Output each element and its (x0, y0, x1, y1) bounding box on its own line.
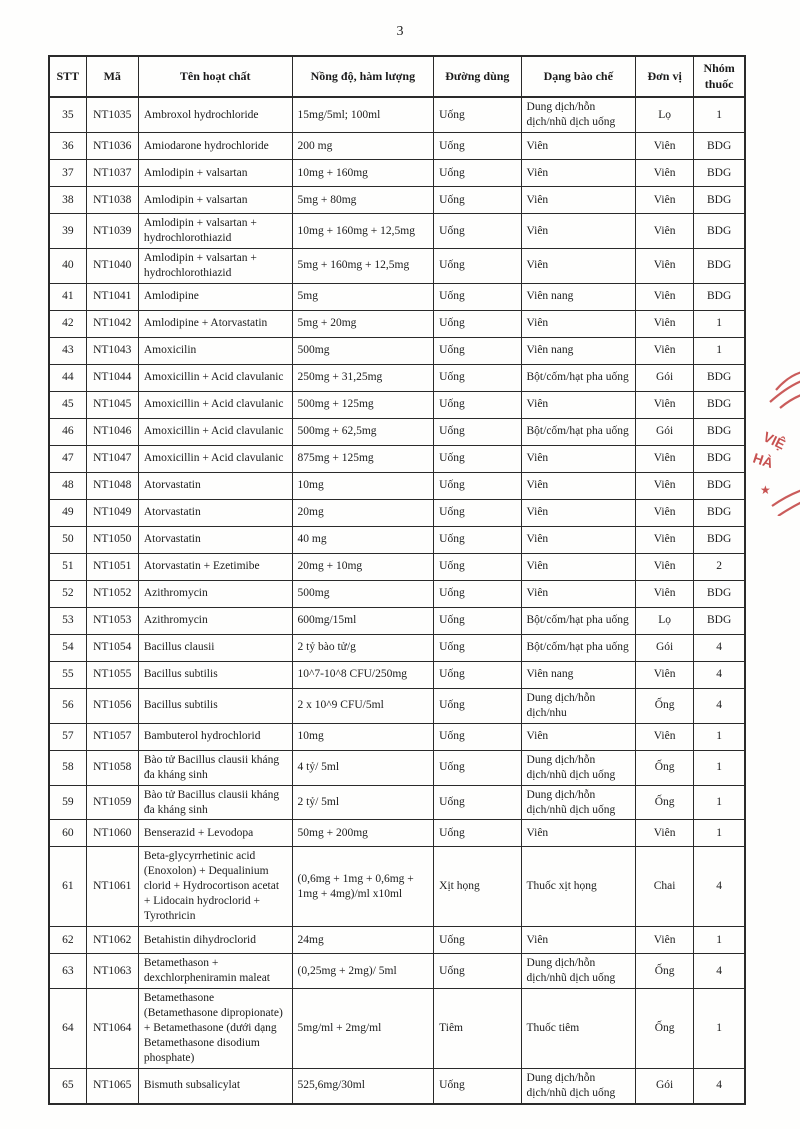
table-cell: Beta-glycyrrhetinic acid (Enoxolon) + Dequalinium clorid + Hydrocortison acetat + Lidocain hydroclorid + Tyrothricin (138, 847, 292, 927)
column-header-duong-dung: Đường dùng (434, 56, 521, 97)
column-header-nhom-thuoc: Nhóm thuốc (694, 56, 745, 97)
table-cell: 875mg + 125mg (292, 445, 434, 472)
table-cell: NT1048 (86, 472, 138, 499)
table-row (49, 364, 745, 391)
table-cell: Xịt họng (434, 847, 521, 927)
table-row (49, 310, 745, 337)
table-cell: Uống (434, 661, 521, 688)
stamp-arc-lines-bottom (772, 490, 800, 516)
table-cell: Uống (434, 526, 521, 553)
table-cell: Viên (521, 160, 635, 187)
table-cell: Viên (521, 553, 635, 580)
table-cell: Viên (636, 472, 694, 499)
table-cell: Gói (636, 418, 694, 445)
table-row (49, 607, 745, 634)
table-cell: Ống (636, 954, 694, 989)
table-cell: 4 (694, 954, 745, 989)
table-cell: 1 (694, 927, 745, 954)
table-cell: 24mg (292, 927, 434, 954)
table-cell: 39 (49, 214, 86, 249)
table-cell: Viên (636, 160, 694, 187)
table-cell: Bột/cốm/hạt pha uống (521, 364, 635, 391)
table-cell: NT1062 (86, 927, 138, 954)
table-cell: 1 (694, 310, 745, 337)
table-cell: Viên nang (521, 283, 635, 310)
table-cell: 36 (49, 133, 86, 160)
table-row (49, 1068, 745, 1103)
table-row (49, 248, 745, 283)
table-cell: Uống (434, 723, 521, 750)
table-cell: 2 tỷ/ 5ml (292, 785, 434, 820)
table-cell: 55 (49, 661, 86, 688)
table-cell: Bào tử Bacillus clausii kháng đa kháng sinh (138, 750, 292, 785)
table-cell: Uống (434, 283, 521, 310)
table-cell: Bột/cốm/hạt pha uống (521, 634, 635, 661)
table-cell: Ống (636, 785, 694, 820)
table-cell: Viên (521, 580, 635, 607)
table-cell: Viên (636, 391, 694, 418)
column-header-don-vi: Đơn vị (636, 56, 694, 97)
table-cell: Bào tử Bacillus clausii kháng đa kháng sinh (138, 785, 292, 820)
column-header-nong-do: Nồng độ, hàm lượng (292, 56, 434, 97)
table-cell: NT1045 (86, 391, 138, 418)
table-cell: BDG (694, 283, 745, 310)
table-cell: Azithromycin (138, 607, 292, 634)
table-cell: NT1060 (86, 820, 138, 847)
table-cell: Tiêm (434, 989, 521, 1069)
table-cell: NT1040 (86, 248, 138, 283)
table-cell: Bột/cốm/hạt pha uống (521, 418, 635, 445)
table-cell: NT1036 (86, 133, 138, 160)
official-stamp-partial (750, 366, 800, 516)
table-cell: Azithromycin (138, 580, 292, 607)
table-cell: 4 (694, 847, 745, 927)
table-row (49, 723, 745, 750)
table-cell: Uống (434, 499, 521, 526)
table-cell: NT1059 (86, 785, 138, 820)
table-cell: NT1046 (86, 418, 138, 445)
table-cell: 58 (49, 750, 86, 785)
table-cell: Uống (434, 418, 521, 445)
table-row (49, 97, 745, 132)
table-row (49, 785, 745, 820)
table-cell: Bacillus clausii (138, 634, 292, 661)
table-cell: Bột/cốm/hạt pha uống (521, 607, 635, 634)
table-cell: Viên (521, 248, 635, 283)
table-row (49, 418, 745, 445)
table-cell: BDG (694, 418, 745, 445)
column-header-ten-hoat-chat: Tên hoạt chất (138, 56, 292, 97)
table-cell: Uống (434, 607, 521, 634)
table-cell: Viên nang (521, 337, 635, 364)
table-cell: 60 (49, 820, 86, 847)
table-cell: Gói (636, 634, 694, 661)
table-cell: 4 tỷ/ 5ml (292, 750, 434, 785)
table-cell: 1 (694, 989, 745, 1069)
table-cell: 38 (49, 187, 86, 214)
table-row (49, 214, 745, 249)
table-cell: 45 (49, 391, 86, 418)
table-cell: NT1061 (86, 847, 138, 927)
table-cell: 43 (49, 337, 86, 364)
table-cell: NT1065 (86, 1068, 138, 1103)
table-cell: Chai (636, 847, 694, 927)
table-row (49, 634, 745, 661)
table-cell: 10^7-10^8 CFU/250mg (292, 661, 434, 688)
table-cell: 54 (49, 634, 86, 661)
table-cell: 2 x 10^9 CFU/5ml (292, 688, 434, 723)
table-cell: (0,6mg + 1mg + 0,6mg + 1mg + 4mg)/ml x10ml (292, 847, 434, 927)
table-cell: Bismuth subsalicylat (138, 1068, 292, 1103)
table-cell: NT1047 (86, 445, 138, 472)
table-cell: Amoxicillin + Acid clavulanic (138, 418, 292, 445)
table-cell: Viên (521, 133, 635, 160)
table-cell: 44 (49, 364, 86, 391)
table-cell: NT1039 (86, 214, 138, 249)
table-cell: Dung dịch/hỗn dịch/nhu (521, 688, 635, 723)
table-cell: Thuốc tiêm (521, 989, 635, 1069)
stamp-text-fragment-1: VIỆ (760, 428, 788, 453)
table-row (49, 526, 745, 553)
table-cell: Uống (434, 954, 521, 989)
table-cell: Uống (434, 187, 521, 214)
table-cell: Dung dịch/hỗn dịch/nhũ dịch uống (521, 785, 635, 820)
table-cell: Viên (636, 553, 694, 580)
table-row (49, 553, 745, 580)
table-cell: 62 (49, 927, 86, 954)
table-row (49, 160, 745, 187)
table-cell: Gói (636, 1068, 694, 1103)
table-cell: NT1054 (86, 634, 138, 661)
table-row (49, 580, 745, 607)
table-cell: Amoxicillin + Acid clavulanic (138, 364, 292, 391)
table-header (49, 56, 745, 97)
drug-list-table (48, 55, 746, 1105)
table-cell: 5mg + 80mg (292, 187, 434, 214)
table-cell: BDG (694, 214, 745, 249)
table-cell: Amlodipine (138, 283, 292, 310)
table-cell: Uống (434, 445, 521, 472)
table-cell: 1 (694, 785, 745, 820)
table-cell: 500mg + 62,5mg (292, 418, 434, 445)
table-cell: Uống (434, 97, 521, 132)
table-row (49, 750, 745, 785)
table-header-row (49, 56, 745, 97)
table-cell: Amoxicillin + Acid clavulanic (138, 445, 292, 472)
table-cell: Viên (636, 214, 694, 249)
table-cell: 4 (694, 688, 745, 723)
table-cell: Benserazid + Levodopa (138, 820, 292, 847)
table-cell: 57 (49, 723, 86, 750)
table-cell: 5mg + 20mg (292, 310, 434, 337)
table-cell: 64 (49, 989, 86, 1069)
table-cell: 40 mg (292, 526, 434, 553)
table-cell: Uống (434, 553, 521, 580)
table-cell: Dung dịch/hỗn dịch/nhũ dịch uống (521, 1068, 635, 1103)
table-cell: Uống (434, 391, 521, 418)
table-cell: NT1064 (86, 989, 138, 1069)
table-cell: NT1035 (86, 97, 138, 132)
table-cell: 65 (49, 1068, 86, 1103)
column-header-stt: STT (49, 56, 86, 97)
table-cell: 15mg/5ml; 100ml (292, 97, 434, 132)
table-cell: NT1063 (86, 954, 138, 989)
table-row (49, 847, 745, 927)
table-cell: Viên (521, 445, 635, 472)
table-cell: Viên (521, 526, 635, 553)
table-cell: 5mg (292, 283, 434, 310)
table-cell: 600mg/15ml (292, 607, 434, 634)
table-cell: 525,6mg/30ml (292, 1068, 434, 1103)
table-cell: 37 (49, 160, 86, 187)
table-cell: 40 (49, 248, 86, 283)
table-cell: Ống (636, 989, 694, 1069)
table-cell: Uống (434, 472, 521, 499)
table-cell: Thuốc xịt họng (521, 847, 635, 927)
table-cell: Viên (636, 723, 694, 750)
table-cell: NT1053 (86, 607, 138, 634)
stamp-star-icon: ★ (760, 483, 771, 497)
table-cell: 10mg + 160mg (292, 160, 434, 187)
column-header-ma: Mã (86, 56, 138, 97)
table-cell: Dung dịch/hỗn dịch/nhũ dịch uống (521, 97, 635, 132)
table-cell: Viên (521, 391, 635, 418)
table-row (49, 927, 745, 954)
table-cell: NT1037 (86, 160, 138, 187)
table-cell: 47 (49, 445, 86, 472)
table-cell: 48 (49, 472, 86, 499)
table-cell: NT1056 (86, 688, 138, 723)
table-cell: Dung dịch/hỗn dịch/nhũ dịch uống (521, 750, 635, 785)
table-cell: Viên (636, 927, 694, 954)
table-cell: Viên (636, 337, 694, 364)
table-row (49, 445, 745, 472)
table-row (49, 989, 745, 1069)
table-cell: BDG (694, 187, 745, 214)
table-cell: 41 (49, 283, 86, 310)
table-cell: Viên (521, 927, 635, 954)
table-cell: BDG (694, 499, 745, 526)
table-cell: Uống (434, 927, 521, 954)
table-cell: Uống (434, 1068, 521, 1103)
table-cell: Amoxicillin + Acid clavulanic (138, 391, 292, 418)
table-cell: BDG (694, 160, 745, 187)
table-cell: Uống (434, 785, 521, 820)
table-cell: Atorvastatin (138, 499, 292, 526)
table-cell: BDG (694, 526, 745, 553)
table-cell: Uống (434, 820, 521, 847)
table-row (49, 337, 745, 364)
table-cell: NT1044 (86, 364, 138, 391)
table-cell: NT1038 (86, 187, 138, 214)
table-cell: 1 (694, 820, 745, 847)
table-cell: BDG (694, 472, 745, 499)
table-cell: Viên (521, 820, 635, 847)
table-cell: NT1049 (86, 499, 138, 526)
table-cell: NT1041 (86, 283, 138, 310)
table-cell: Viên (521, 723, 635, 750)
table-cell: Uống (434, 634, 521, 661)
table-cell: Viên (521, 472, 635, 499)
table-cell: Betamethason + dexchlorpheniramin maleat (138, 954, 292, 989)
table-cell: Viên (636, 248, 694, 283)
table-cell: 56 (49, 688, 86, 723)
table-cell: Viên (636, 499, 694, 526)
table-cell: Atorvastatin + Ezetimibe (138, 553, 292, 580)
table-cell: Atorvastatin (138, 526, 292, 553)
table-cell: NT1043 (86, 337, 138, 364)
table-cell: 500mg (292, 337, 434, 364)
table-cell: Betahistin dihydroclorid (138, 927, 292, 954)
table-cell: Amlodipin + valsartan (138, 160, 292, 187)
table-cell: Viên (636, 310, 694, 337)
table-cell: Ống (636, 688, 694, 723)
table-cell: 59 (49, 785, 86, 820)
table-cell: Amlodipin + valsartan + hydrochlorothiazid (138, 248, 292, 283)
table-cell: Viên (636, 133, 694, 160)
table-cell: Uống (434, 580, 521, 607)
table-row (49, 187, 745, 214)
table-cell: Amoxicilin (138, 337, 292, 364)
stamp-arc-lines-top (770, 372, 800, 408)
column-header-dang-bao-che: Dạng bào chế (521, 56, 635, 97)
table-cell: BDG (694, 391, 745, 418)
table-cell: NT1055 (86, 661, 138, 688)
table-cell: NT1057 (86, 723, 138, 750)
table-cell: 20mg (292, 499, 434, 526)
table-cell: 250mg + 31,25mg (292, 364, 434, 391)
table-body (49, 97, 745, 1103)
table-cell: 61 (49, 847, 86, 927)
table-cell: Amlodipine + Atorvastatin (138, 310, 292, 337)
table-cell: Viên nang (521, 661, 635, 688)
table-cell: Viên (521, 214, 635, 249)
page-number: 3 (396, 24, 404, 39)
table-cell: Bacillus subtilis (138, 661, 292, 688)
table-cell: Uống (434, 364, 521, 391)
table-cell: Viên (636, 526, 694, 553)
table-cell: 200 mg (292, 133, 434, 160)
table-cell: Uống (434, 133, 521, 160)
table-row (49, 472, 745, 499)
table-cell: Dung dịch/hỗn dịch/nhũ dịch uống (521, 954, 635, 989)
table-cell: 5mg + 160mg + 12,5mg (292, 248, 434, 283)
table-cell: NT1051 (86, 553, 138, 580)
table-cell: Betamethasone (Betamethasone dipropionate) + Betamethasone (dưới dạng Betamethasone disodium phosphate) (138, 989, 292, 1069)
table-cell: Viên (636, 820, 694, 847)
table-cell: Ambroxol hydrochloride (138, 97, 292, 132)
table-cell: 1 (694, 337, 745, 364)
table-cell: 35 (49, 97, 86, 132)
table-cell: Uống (434, 214, 521, 249)
table-row (49, 954, 745, 989)
table-cell: Uống (434, 160, 521, 187)
table-cell: 42 (49, 310, 86, 337)
table-cell: Atorvastatin (138, 472, 292, 499)
table-cell: Uống (434, 337, 521, 364)
table-cell: 500mg (292, 580, 434, 607)
table-cell: Uống (434, 248, 521, 283)
table-row (49, 820, 745, 847)
table-cell: Uống (434, 750, 521, 785)
table-cell: 49 (49, 499, 86, 526)
table-cell: 4 (694, 1068, 745, 1103)
table-row (49, 391, 745, 418)
table-cell: NT1052 (86, 580, 138, 607)
table-cell: 10mg + 160mg + 12,5mg (292, 214, 434, 249)
table-cell: 4 (694, 634, 745, 661)
table-cell: Gói (636, 364, 694, 391)
table-cell: NT1050 (86, 526, 138, 553)
table-row (49, 133, 745, 160)
table-cell: NT1058 (86, 750, 138, 785)
table-cell: Amlodipin + valsartan (138, 187, 292, 214)
table-row (49, 499, 745, 526)
table-cell: 50mg + 200mg (292, 820, 434, 847)
table-cell: BDG (694, 133, 745, 160)
table-cell: BDG (694, 364, 745, 391)
table-cell: 2 (694, 553, 745, 580)
table-cell: 20mg + 10mg (292, 553, 434, 580)
table-cell: Bambuterol hydrochlorid (138, 723, 292, 750)
table-cell: 1 (694, 723, 745, 750)
table-cell: 46 (49, 418, 86, 445)
table-cell: 1 (694, 97, 745, 132)
table-row (49, 661, 745, 688)
table-cell: NT1042 (86, 310, 138, 337)
table-cell: 4 (694, 661, 745, 688)
table-cell: Viên (521, 499, 635, 526)
table-cell: 50 (49, 526, 86, 553)
table-cell: Amlodipin + valsartan + hydrochlorothiazid (138, 214, 292, 249)
table-cell: 500mg + 125mg (292, 391, 434, 418)
table-cell: Ống (636, 750, 694, 785)
table-cell: BDG (694, 580, 745, 607)
table-cell: Viên (521, 310, 635, 337)
table-row (49, 283, 745, 310)
table-cell: Uống (434, 688, 521, 723)
table-cell: Uống (434, 310, 521, 337)
table-cell: 10mg (292, 723, 434, 750)
table-cell: Viên (636, 580, 694, 607)
table-cell: Lọ (636, 97, 694, 132)
table-cell: Amiodarone hydrochloride (138, 133, 292, 160)
table-cell: BDG (694, 248, 745, 283)
table-cell: Viên (636, 445, 694, 472)
table-cell: Viên (521, 187, 635, 214)
table-row (49, 688, 745, 723)
table-cell: 1 (694, 750, 745, 785)
table-cell: 51 (49, 553, 86, 580)
table-cell: 63 (49, 954, 86, 989)
table-cell: Lọ (636, 607, 694, 634)
table-cell: 52 (49, 580, 86, 607)
table-cell: Viên (636, 661, 694, 688)
table-cell: 2 tỷ bào tử/g (292, 634, 434, 661)
table-cell: Viên (636, 187, 694, 214)
table-cell: (0,25mg + 2mg)/ 5ml (292, 954, 434, 989)
table-cell: Viên (636, 283, 694, 310)
table-cell: 53 (49, 607, 86, 634)
table-cell: BDG (694, 445, 745, 472)
table-cell: Bacillus subtilis (138, 688, 292, 723)
table-cell: 5mg/ml + 2mg/ml (292, 989, 434, 1069)
table-cell: 10mg (292, 472, 434, 499)
stamp-text-fragment-2: HÀ (751, 449, 776, 472)
table-cell: BDG (694, 607, 745, 634)
